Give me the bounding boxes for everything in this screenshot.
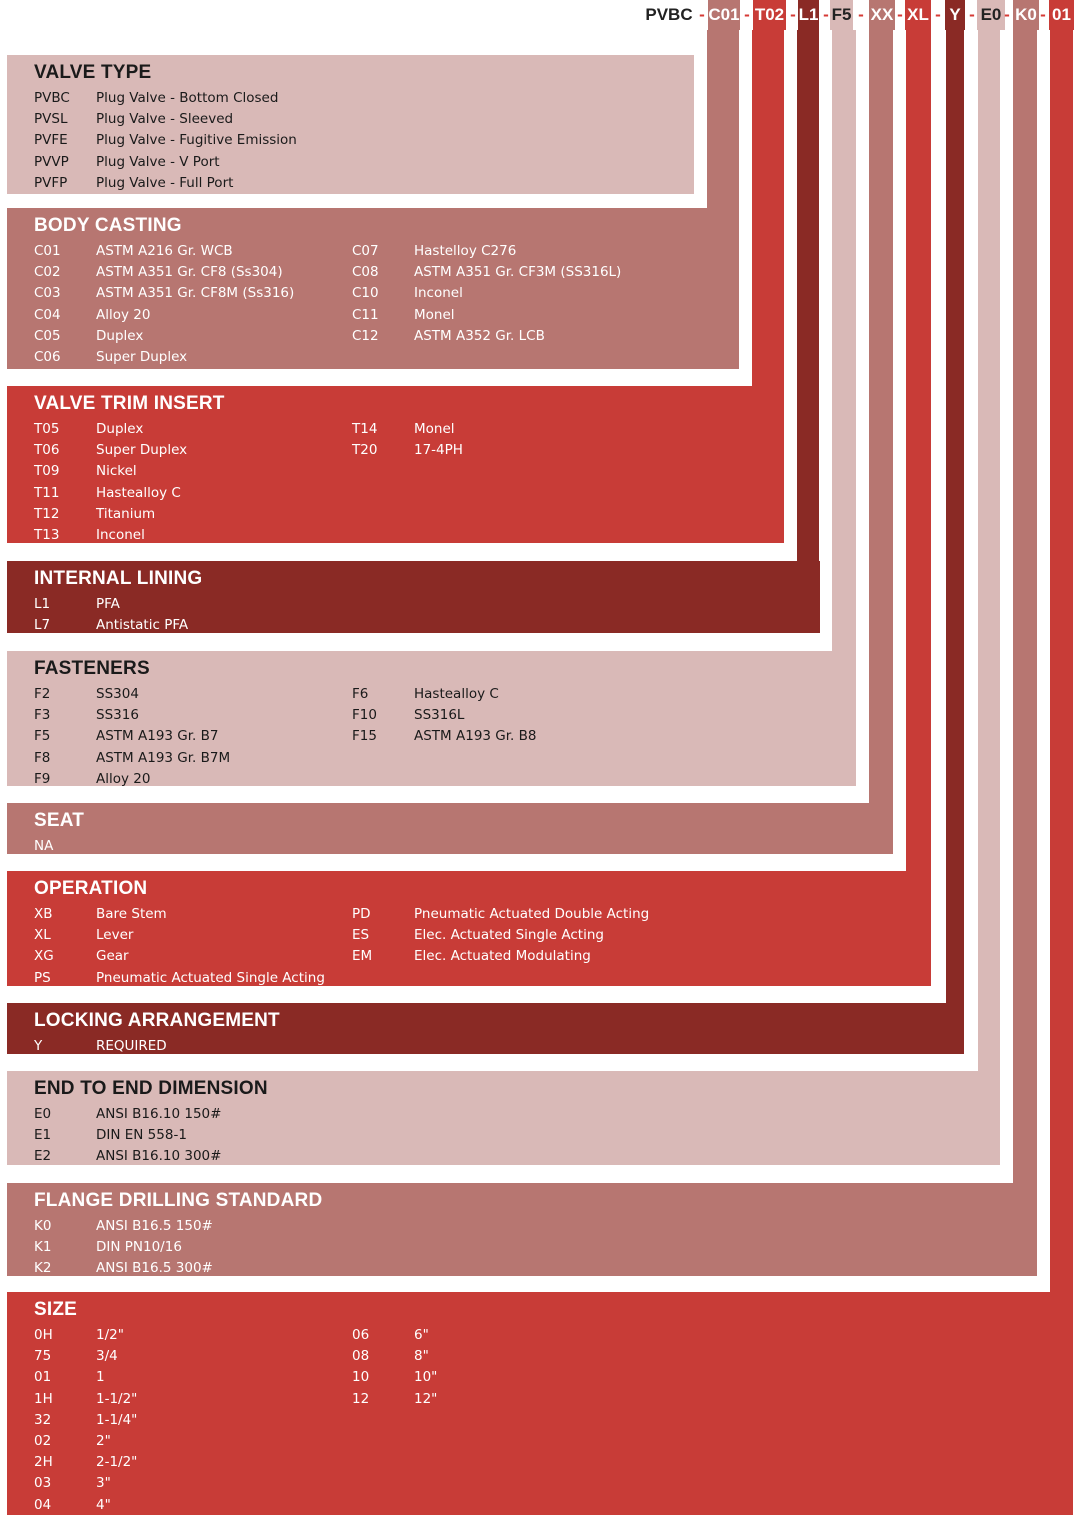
option-code: C02	[34, 264, 61, 281]
option-description: PFA	[96, 596, 120, 612]
option-code: C06	[34, 349, 61, 365]
option-row	[352, 262, 652, 283]
option-description: 3"	[96, 1475, 111, 1492]
option-row	[34, 1389, 334, 1410]
option-code: EM	[352, 948, 373, 965]
option-code: T20	[352, 442, 378, 459]
option-row	[34, 1036, 334, 1057]
option-code: 32	[34, 1411, 52, 1428]
option-code: F9	[34, 770, 51, 787]
section-title: VALVE TRIM INSERT	[34, 393, 225, 414]
option-code: 12	[352, 1390, 370, 1407]
option-description: Lever	[96, 927, 134, 944]
option-code: 2H	[34, 1454, 53, 1471]
option-code: C12	[352, 327, 379, 344]
section-title: FLANGE DRILLING STANDARD	[34, 1190, 323, 1211]
code-segment: C01	[708, 0, 740, 30]
option-row	[34, 594, 334, 615]
section-title: END TO END DIMENSION	[34, 1078, 268, 1099]
section-title: LOCKING ARRANGEMENT	[34, 1010, 280, 1031]
option-code: C04	[34, 306, 61, 323]
option-description: ASTM A351 Gr. CF3M (SS316L)	[414, 264, 622, 281]
connector-strip	[869, 30, 893, 854]
option-description: Monel	[414, 421, 455, 437]
option-row	[34, 262, 334, 283]
option-code: C01	[34, 243, 61, 259]
option-code: T06	[34, 442, 60, 459]
option-description: 17-4PH	[414, 442, 463, 459]
option-code: PS	[34, 969, 51, 986]
option-code: T12	[34, 505, 60, 522]
option-code: F8	[34, 749, 51, 766]
code-separator: -	[823, 5, 829, 24]
option-description: ASTM A193 Gr. B8	[414, 728, 537, 745]
code-segment: K0	[1013, 0, 1039, 30]
section-title: FASTENERS	[34, 658, 150, 679]
option-description: Titanium	[96, 505, 156, 522]
option-row	[34, 525, 334, 546]
option-row	[34, 461, 334, 482]
option-row	[34, 1367, 334, 1388]
option-description: 1-1/4"	[96, 1411, 138, 1428]
option-description: DIN PN10/16	[96, 1239, 182, 1256]
option-description: SS304	[96, 686, 139, 702]
option-description: Inconel	[414, 285, 463, 302]
option-code: XG	[34, 948, 54, 965]
option-row	[34, 483, 334, 504]
option-row	[34, 1495, 334, 1516]
option-code: T11	[34, 484, 60, 501]
option-row	[352, 1346, 652, 1367]
option-description: 12"	[414, 1390, 438, 1407]
option-description: Antistatic PFA	[96, 617, 189, 634]
option-description: ASTM A193 Gr. B7	[96, 728, 219, 745]
option-row	[352, 241, 652, 262]
option-row	[34, 347, 334, 368]
section-seat	[7, 803, 892, 854]
option-row	[34, 283, 334, 304]
option-code: NA	[34, 838, 54, 854]
option-description: Alloy 20	[96, 770, 151, 787]
option-description: Plug Valve - Sleeved	[96, 111, 234, 128]
connector-strip	[1013, 30, 1037, 1276]
option-row	[352, 1389, 652, 1410]
option-code: F6	[352, 686, 369, 702]
option-description: Plug Valve - V Port	[96, 153, 220, 170]
option-row	[34, 1431, 334, 1452]
option-description: Nickel	[96, 463, 137, 480]
option-description: Inconel	[96, 527, 145, 543]
option-description: ANSI B16.10 300#	[96, 1148, 222, 1165]
code-segment: XX	[869, 0, 895, 30]
option-code: Y	[34, 1038, 43, 1054]
option-description: SS316L	[414, 707, 465, 724]
code-segment: XL	[905, 0, 931, 30]
option-row	[34, 419, 334, 440]
option-code: F10	[352, 707, 377, 724]
option-code: F15	[352, 728, 377, 745]
option-description: Hastealloy C	[96, 484, 181, 501]
option-code: K1	[34, 1239, 52, 1256]
option-description: Alloy 20	[96, 306, 151, 323]
option-description: Plug Valve - Full Port	[96, 174, 234, 191]
option-code: C07	[352, 243, 379, 259]
option-code: 06	[352, 1327, 370, 1343]
option-row	[352, 283, 652, 304]
section-title: SEAT	[34, 810, 85, 831]
option-description: 4"	[96, 1496, 111, 1513]
option-code: PVFE	[34, 132, 68, 149]
option-row	[34, 1325, 334, 1346]
option-description: 1	[96, 1369, 105, 1386]
option-row	[34, 968, 334, 989]
option-description: ANSI B16.10 150#	[96, 1106, 222, 1122]
option-row	[34, 1104, 334, 1125]
option-code: 1H	[34, 1390, 53, 1407]
option-row	[34, 705, 334, 726]
option-code: C03	[34, 285, 61, 302]
section-title: OPERATION	[34, 878, 148, 899]
section-body-casting	[7, 208, 739, 369]
option-description: Elec. Actuated Modulating	[414, 948, 591, 965]
option-row	[352, 705, 652, 726]
option-row	[352, 904, 652, 925]
option-row	[34, 440, 334, 461]
option-row	[34, 241, 334, 262]
option-description: SS316	[96, 707, 139, 724]
code-segment: F5	[830, 0, 853, 30]
option-row	[34, 1216, 334, 1237]
option-row	[352, 440, 652, 461]
option-description: ASTM A193 Gr. B7M	[96, 749, 231, 766]
option-row	[34, 836, 334, 857]
option-row	[352, 726, 652, 747]
option-code: K0	[34, 1218, 52, 1234]
option-code: PVSL	[34, 111, 68, 128]
option-code: F3	[34, 707, 51, 724]
option-row	[352, 946, 652, 967]
option-description: ASTM A352 Gr. LCB	[414, 327, 545, 344]
option-description: Gear	[96, 948, 129, 965]
option-code: 10	[352, 1369, 370, 1386]
option-code: 04	[34, 1496, 52, 1513]
option-row	[34, 1410, 334, 1431]
option-code: F5	[34, 728, 51, 745]
option-row	[352, 684, 652, 705]
section-operation	[7, 871, 931, 986]
code-segment: T02	[753, 0, 786, 30]
connector-strip	[797, 30, 819, 633]
code-separator: -	[790, 5, 796, 24]
section-end-to-end-dimension	[7, 1071, 999, 1165]
option-code: PVBC	[34, 90, 70, 106]
code-separator: -	[969, 5, 975, 24]
option-code: PVFP	[34, 174, 68, 191]
section-internal-lining	[7, 561, 820, 633]
option-row	[352, 326, 652, 347]
option-row	[34, 1125, 334, 1146]
option-description: Super Duplex	[96, 442, 188, 459]
option-row	[34, 504, 334, 525]
option-row	[34, 615, 334, 636]
option-code: PVVP	[34, 153, 69, 170]
option-description: ASTM A216 Gr. WCB	[96, 243, 233, 259]
option-row	[34, 152, 334, 173]
option-description: Pneumatic Actuated Double Acting	[414, 906, 650, 922]
option-code: T09	[34, 463, 60, 480]
section-size	[7, 1292, 1072, 1515]
option-code: 02	[34, 1433, 52, 1449]
option-code: C08	[352, 264, 379, 281]
section-valve-type	[7, 55, 694, 194]
option-description: Plug Valve - Fugitive Emission	[96, 132, 297, 149]
option-description: Pneumatic Actuated Single Acting	[96, 969, 325, 986]
option-code: 75	[34, 1348, 52, 1365]
option-description: Super Duplex	[96, 349, 188, 365]
option-description: Bare Stem	[96, 906, 167, 922]
option-row	[34, 769, 334, 790]
option-row	[352, 305, 652, 326]
code-segment: PVBC	[643, 0, 695, 30]
option-row	[34, 1473, 334, 1494]
option-code: 0H	[34, 1327, 53, 1343]
option-row	[34, 326, 334, 347]
option-code: L1	[34, 596, 51, 612]
order-code-bar	[643, 0, 1080, 30]
option-row	[34, 109, 334, 130]
option-row	[352, 1325, 652, 1346]
option-description: Duplex	[96, 421, 144, 437]
section-title: VALVE TYPE	[34, 62, 152, 83]
option-row	[34, 1452, 334, 1473]
option-code: T14	[352, 421, 378, 437]
connector-strip	[978, 30, 1000, 1165]
connector-strip	[946, 30, 964, 1054]
option-code: C05	[34, 327, 61, 344]
option-row	[352, 925, 652, 946]
code-separator: -	[897, 5, 903, 24]
option-row	[34, 305, 334, 326]
option-row	[34, 130, 334, 151]
option-code: ES	[352, 927, 370, 944]
code-separator: -	[744, 5, 750, 24]
option-description: 6"	[414, 1327, 429, 1343]
connector-strip	[906, 30, 931, 986]
section-valve-trim-insert	[7, 386, 784, 543]
option-description: ASTM A351 Gr. CF8M (Ss316)	[96, 285, 295, 302]
option-code: F2	[34, 686, 51, 702]
option-description: Hastealloy C	[414, 686, 499, 702]
option-code: C11	[352, 306, 379, 323]
option-description: ANSI B16.5 300#	[96, 1260, 213, 1277]
option-row	[34, 684, 334, 705]
option-code: E2	[34, 1148, 52, 1165]
section-fasteners	[7, 651, 856, 786]
code-segment: E0	[977, 0, 1005, 30]
code-separator: -	[699, 5, 705, 24]
code-separator: -	[1040, 5, 1046, 24]
option-description: 2-1/2"	[96, 1454, 138, 1471]
option-row	[34, 904, 334, 925]
code-segment: L1	[798, 0, 819, 30]
option-description: 1/2"	[96, 1327, 124, 1343]
option-code: XB	[34, 906, 53, 922]
option-description: Elec. Actuated Single Acting	[414, 927, 604, 944]
option-description: 1-1/2"	[96, 1390, 138, 1407]
section-flange-drilling-standard	[7, 1183, 1035, 1276]
option-description: 8"	[414, 1348, 429, 1365]
option-code: 01	[34, 1369, 52, 1386]
option-description: Plug Valve - Bottom Closed	[96, 90, 279, 106]
section-title: SIZE	[34, 1299, 78, 1320]
option-row	[352, 419, 652, 440]
option-row	[34, 748, 334, 769]
code-separator: -	[1004, 5, 1010, 24]
option-description: 10"	[414, 1369, 438, 1386]
option-row	[34, 1346, 334, 1367]
code-segment: Y	[945, 0, 965, 30]
option-code: T05	[34, 421, 60, 437]
option-code: K2	[34, 1260, 52, 1277]
option-code: T13	[34, 527, 60, 543]
option-description: ASTM A351 Gr. CF8 (Ss304)	[96, 264, 283, 281]
option-code: L7	[34, 617, 51, 634]
option-row	[34, 946, 334, 967]
option-description: 3/4	[96, 1348, 118, 1365]
option-description: Duplex	[96, 327, 144, 344]
option-code: PD	[352, 906, 371, 922]
option-description: Monel	[414, 306, 455, 323]
option-row	[34, 1237, 334, 1258]
code-separator: -	[935, 5, 941, 24]
option-code: 08	[352, 1348, 370, 1365]
code-segment: 01	[1049, 0, 1074, 30]
option-code: E1	[34, 1127, 52, 1144]
option-description: REQUIRED	[96, 1038, 167, 1054]
section-title: BODY CASTING	[34, 215, 182, 236]
option-row	[34, 1258, 334, 1279]
option-row	[34, 88, 334, 109]
section-title: INTERNAL LINING	[34, 568, 203, 589]
code-separator: -	[858, 5, 864, 24]
option-row	[34, 1146, 334, 1167]
option-code: XL	[34, 927, 51, 944]
option-code: C10	[352, 285, 379, 302]
option-row	[34, 726, 334, 747]
option-row	[352, 1367, 652, 1388]
option-code: 03	[34, 1475, 52, 1492]
option-row	[34, 173, 334, 194]
option-description: 2"	[96, 1433, 111, 1449]
option-description: ANSI B16.5 150#	[96, 1218, 213, 1234]
option-row	[34, 925, 334, 946]
option-code: E0	[34, 1106, 52, 1122]
section-locking-arrangement	[7, 1003, 962, 1054]
option-description: DIN EN 558-1	[96, 1127, 187, 1144]
option-description: Hastelloy C276	[414, 243, 517, 259]
